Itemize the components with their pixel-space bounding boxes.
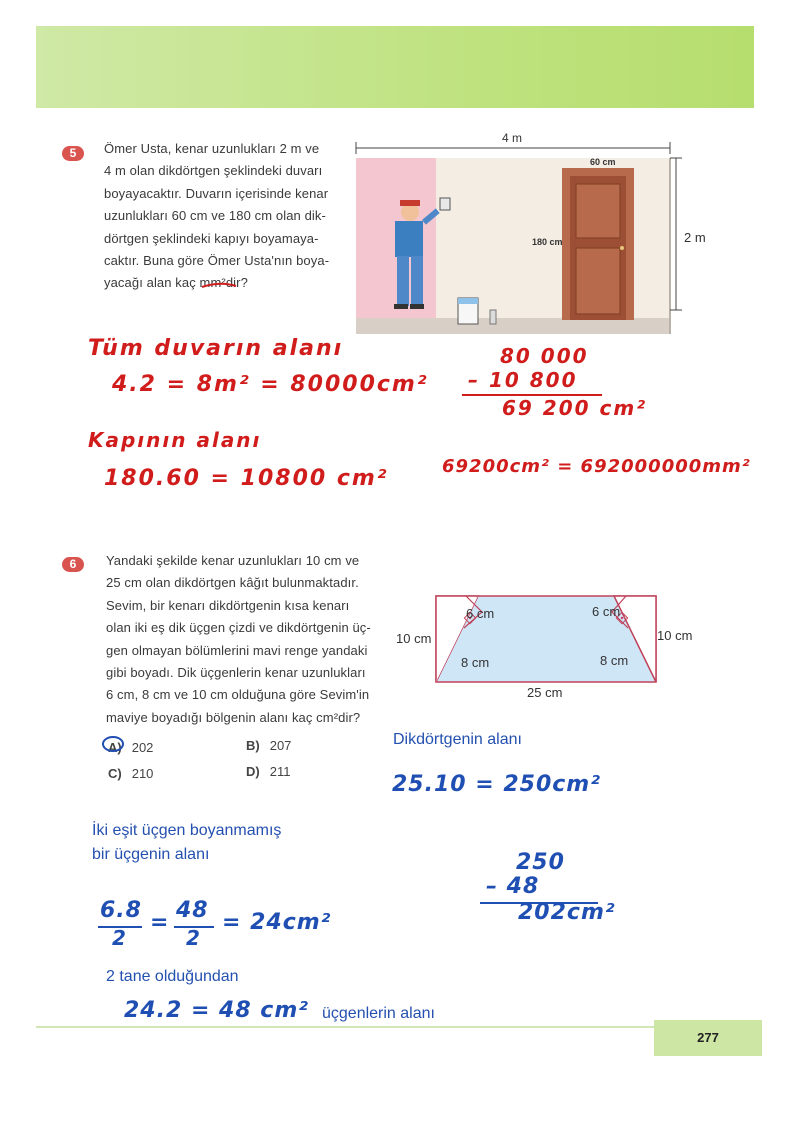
option-letter: A) [108, 740, 122, 755]
door-width-label: 60 cm [590, 157, 616, 167]
page-number: 277 [654, 1020, 762, 1056]
mm2-underline [200, 279, 240, 291]
right-triangle-top-label: 6 cm [592, 604, 621, 619]
triangle-result: = 24cm² [222, 910, 332, 935]
triangle-denominator-2: 2 [186, 926, 201, 950]
triangle-numerator-2: 48 [176, 898, 209, 923]
triangle-numerator: 6.8 [100, 898, 142, 923]
question-5-badge: 5 [62, 146, 84, 161]
rectangle-figure [430, 590, 662, 690]
question-6-badge: 6 [62, 557, 84, 572]
q6-line: Yandaki şekilde kenar uzunlukları 10 cm ve [106, 553, 360, 568]
answer-circle-mark [100, 734, 128, 754]
option-b[interactable] [246, 738, 291, 753]
q5-conversion: 69200cm² = 692000000mm² [442, 456, 751, 477]
question-6-text [106, 550, 406, 729]
rect-area-title: Dikdörtgenin alanı [393, 731, 522, 748]
header-band [36, 26, 754, 108]
q6-line: olan iki eş dik üçgen çizdi ve dikdörtgenin üç- [106, 620, 371, 636]
wall-height-label: 2 m [684, 230, 706, 245]
wall-width-label: 4 m [502, 131, 523, 145]
q6-line: gen olmayan bölümlerini mavi renge yandaki [106, 642, 368, 658]
wall-figure [350, 128, 710, 338]
q5-line: dörtgen şeklindeki kapıyı boyamaya- [104, 230, 319, 246]
double-triangle-calc: 24.2 = 48 cm² [124, 998, 309, 1023]
q5-line: boyayacaktır. Duvarın içerisinde kenar [104, 185, 329, 201]
q5-line: caktır. Buna göre Ömer Usta'nın boya- [104, 253, 330, 269]
left-triangle-bottom-label: 8 cm [461, 655, 490, 670]
q5-subtraction-mid: – 10 800 [468, 368, 578, 392]
q5-line: uzunlukları 60 cm ve 180 cm olan dik- [104, 208, 326, 224]
q5-line: yacağı alan kaç mm²dir? [104, 275, 248, 291]
option-c[interactable] [108, 766, 153, 781]
q6-subtraction-result: 202cm² [518, 900, 616, 925]
rect-bottom-label: 25 cm [527, 685, 563, 700]
triangle-equals: = [150, 910, 170, 935]
q6-subtraction-top: 250 [516, 850, 565, 875]
triangle-note-line1: İki eşit üçgen boyanmamış [92, 822, 282, 839]
wall-area-calc: 4.2 = 8m² = 80000cm² [112, 372, 429, 397]
option-d[interactable] [246, 764, 290, 779]
two-count-note: 2 tane olduğundan [106, 968, 239, 985]
option-letter: C) [108, 766, 122, 781]
door-height-label: 180 cm [532, 237, 563, 247]
rect-area-calc: 25.10 = 250cm² [392, 772, 601, 797]
rect-left-label: 10 cm [396, 631, 432, 646]
triangle-denominator: 2 [112, 926, 127, 950]
question-5-text [104, 138, 344, 295]
q5-subtraction-top: 80 000 [500, 344, 589, 368]
door-area-title: Kapının alanı [88, 428, 262, 452]
q6-line: Sevim, bir kenarı dikdörtgenin kısa kenarı [106, 597, 350, 613]
option-value: 211 [269, 764, 291, 779]
q6-line: 25 cm olan dikdörtgen kâğıt bulunmaktadır. [106, 575, 359, 591]
door-area-calc: 180.60 = 10800 cm² [104, 466, 389, 491]
q5-subtraction-result: 69 200 cm² [502, 396, 647, 420]
option-value: 207 [269, 738, 292, 753]
option-letter: B) [246, 738, 260, 753]
wall-area-title: Tüm duvarın alanı [88, 336, 344, 361]
rect-right-label: 10 cm [657, 628, 693, 643]
q5-line: Ömer Usta, kenar uzunlukları 2 m ve [104, 141, 320, 156]
q6-line: 6 cm, 8 cm ve 10 cm olduğuna göre Sevim'in [106, 687, 370, 703]
triangles-area-label: üçgenlerin alanı [322, 1005, 435, 1022]
left-triangle-top-label: 6 cm [466, 606, 495, 621]
q6-line: gibi boyadı. Dik üçgenlerin kenar uzunlukları [106, 665, 366, 681]
triangle-note-line2: bir üçgenin alanı [92, 846, 210, 863]
floor [356, 318, 670, 334]
right-triangle-bottom-label: 8 cm [600, 653, 629, 668]
option-letter: D) [246, 764, 260, 779]
q6-subtraction-mid: – 48 [486, 874, 540, 899]
q6-line: maviye boyadığı bölgenin alanı kaç cm²dir? [106, 709, 361, 725]
option-value: 202 [131, 740, 154, 755]
footer-line [36, 1026, 656, 1028]
q5-line: 4 m olan dikdörtgen şeklindeki duvarı [104, 163, 323, 179]
option-value: 210 [131, 766, 154, 781]
